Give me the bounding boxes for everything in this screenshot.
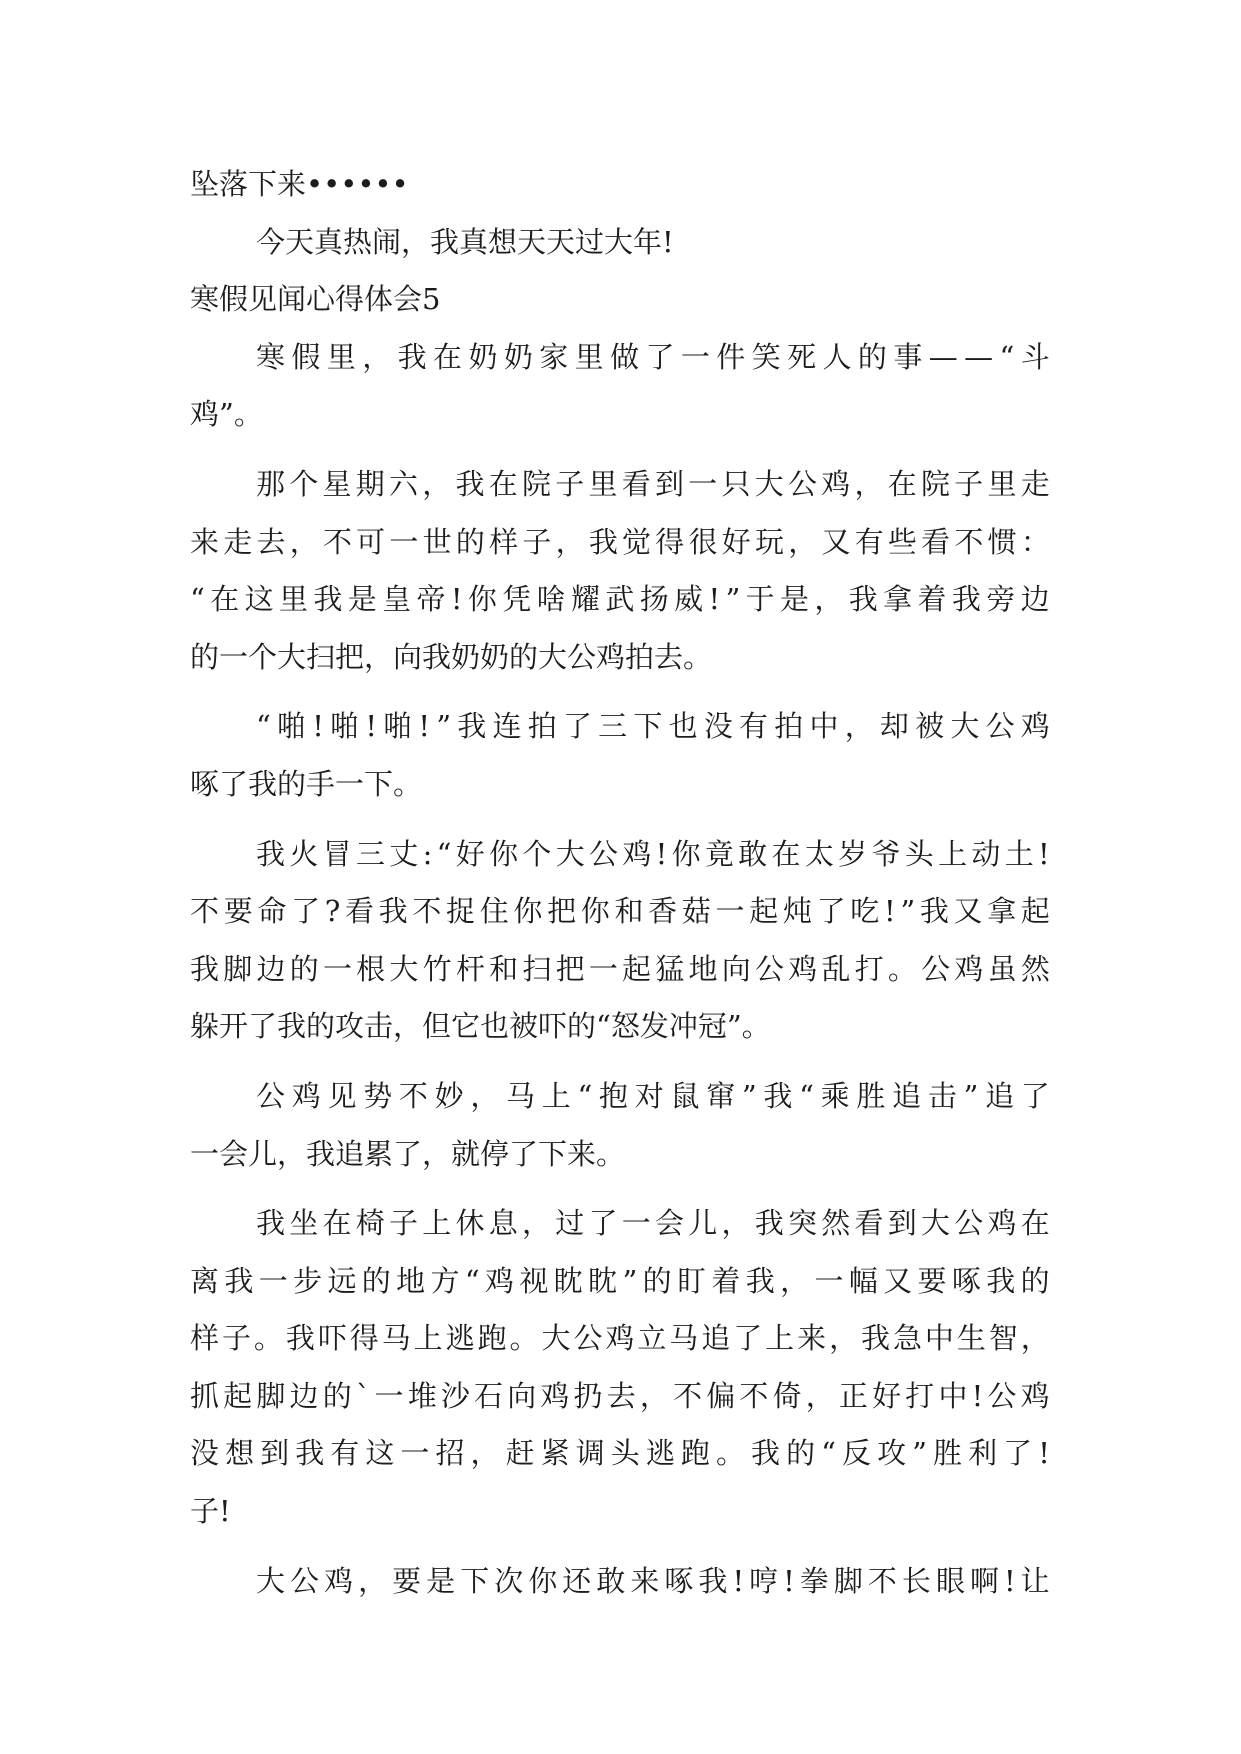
text-line: 不 要 命 了 ? 看 我 不 捉 住 你 把 你 和 香 菇 一 起 炖 了 吃 ! ” 我 又 拿 起 [190,894,1050,929]
paragraph-gap [190,444,1050,456]
text-line: 我 火 冒 三 丈 : “ 好 你 个 大 公 鸡 ! 你 竟 敢 在 太 岁 爷 头 上 动 土 ! [256,836,1050,871]
text-line: 今天真热闹，我真想天天过大年! [256,224,674,259]
text-line: 样 子 。 我 吓 得 马 上 逃 跑 。 大 公 鸡 立 马 追 了 上 来 ， 我 急 中 生 智 ， [190,1321,1050,1356]
text-line: “ 啪 ! 啪 ! 啪 ! ” 我 连 拍 了 三 下 也 没 有 拍 中 ， 却 被 大 公 鸡 [256,709,1050,744]
paragraph-gap [190,686,1050,698]
text-line: 一会儿，我追累了，就停了下来。 [190,1136,626,1171]
text-line: 我 脚 边 的 一 根 大 竹 杆 和 扫 把 一 起 猛 地 向 公 鸡 乱 打 。 公 鸡 虽 然 [190,951,1050,986]
text-line: 没 想 到 我 有 这 一 招 ， 赶 紧 调 头 逃 跑 。 我 的 “ 反 攻 ” 胜 利 了 ! [190,1436,1050,1471]
text-line: 抓 起 脚 边 的 ` 一 堆 沙 石 向 鸡 扔 去 ， 不 偏 不 倚 ， 正 好 打 中 ! 公 鸡 [190,1378,1050,1413]
text-line: “ 在 这 里 我 是 皇 帝 ! 你 凭 啥 耀 武 扬 威 ! ” 于 是 ， 我 拿 着 我 旁 边 [190,582,1050,617]
text-line: 鸡”。 [190,397,263,432]
text-line: 离 我 一 步 远 的 地 方 “ 鸡 视 眈 眈 ” 的 盯 着 我 ， 一 幅 又 要 啄 我 的 [190,1263,1050,1298]
text-line: 的一个大扫把，向我奶奶的大公鸡拍去。 [190,639,713,674]
text-line: 寒 假 里 ， 我 在 奶 奶 家 里 做 了 一 件 笑 死 人 的 事 — — “ 斗 [256,339,1050,374]
text-line: 公 鸡 见 势 不 妙 ， 马 上 “ 抱 对 鼠 窜 ” 我 “ 乘 胜 追 击 ” 追 了 [256,1078,1050,1113]
text-line: 大 公 鸡 ， 要 是 下 次 你 还 敢 来 啄 我 ! 哼 ! 拳 脚 不 长 眼 啊 ! 让 [256,1563,1050,1598]
paragraph-gap [190,1183,1050,1195]
paragraph-gap [190,1056,1050,1068]
text-line: 坠落下来•••••• [190,167,409,201]
text-line: 来 走 去 ， 不 可 一 世 的 样 子 ， 我 觉 得 很 好 玩 ， 又 有 些 看 不 惯 ： [190,524,1050,559]
text-line: 我 坐 在 椅 子 上 休 息 ， 过 了 一 会 儿 ， 我 突 然 看 到 大 公 鸡 在 [256,1206,1050,1241]
paragraph-gap [190,814,1050,826]
text-line: 寒假见闻心得体会5 [190,282,441,317]
text-line: 啄了我的手一下。 [190,766,423,801]
paragraph-gap [190,1541,1050,1553]
text-line: 子! [190,1494,231,1529]
document-body [190,156,1050,1610]
text-line: 躲开了我的攻击，但它也被吓的“怒发冲冠”。 [190,1009,771,1044]
text-line: 那 个 星 期 六 ， 我 在 院 子 里 看 到 一 只 大 公 鸡 ， 在 院 子 里 走 [256,466,1050,501]
